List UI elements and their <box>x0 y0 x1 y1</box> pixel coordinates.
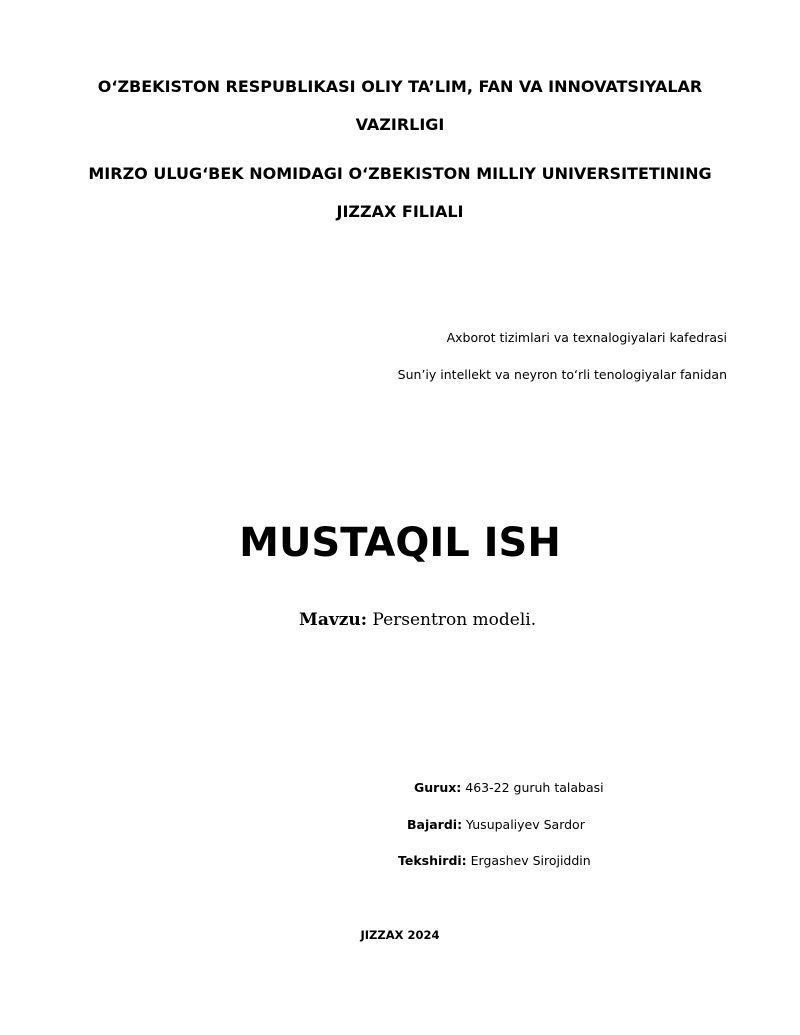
author-line <box>407 817 585 833</box>
checker-label: Tekshirdi: <box>398 853 467 868</box>
footer-city-year: JIZZAX 2024 <box>360 928 440 942</box>
group-label: Gurux: <box>414 780 462 795</box>
checker-line <box>398 853 591 869</box>
topic-label: Mavzu: <box>299 610 367 630</box>
subject-name: Sun’iy intellekt va neyron to‘rli tenologiyalar fanidan <box>397 367 727 382</box>
ministry-heading <box>80 77 720 135</box>
university-line-1: MIRZO ULUG‘BEK NOMIDAGI O‘ZBEKISTON MILLIY UNIVERSITETINING <box>88 164 712 183</box>
group-value: 463-22 guruh talabasi <box>461 780 604 795</box>
author-value: Yusupaliyev Sardor <box>462 817 585 832</box>
ministry-line-1: O‘ZBEKISTON RESPUBLIKASI OLIY TA’LIM, FAN VA INNOVATSIYALAR <box>97 77 703 96</box>
document-title: MUSTAQIL ISH <box>239 520 561 566</box>
checker-value: Ergashev Sirojiddin <box>466 853 591 868</box>
university-line-2: JIZZAX FILIALI <box>336 202 464 221</box>
topic-line <box>299 609 536 631</box>
ministry-line-2: VAZIRLIGI <box>355 115 445 134</box>
author-label: Bajardi: <box>407 817 463 832</box>
university-heading <box>80 164 720 222</box>
group-line <box>414 780 604 796</box>
department-name: Axborot tizimlari va texnalogiyalari kafedrasi <box>446 330 727 345</box>
topic-value: Persentron modeli. <box>367 610 537 630</box>
